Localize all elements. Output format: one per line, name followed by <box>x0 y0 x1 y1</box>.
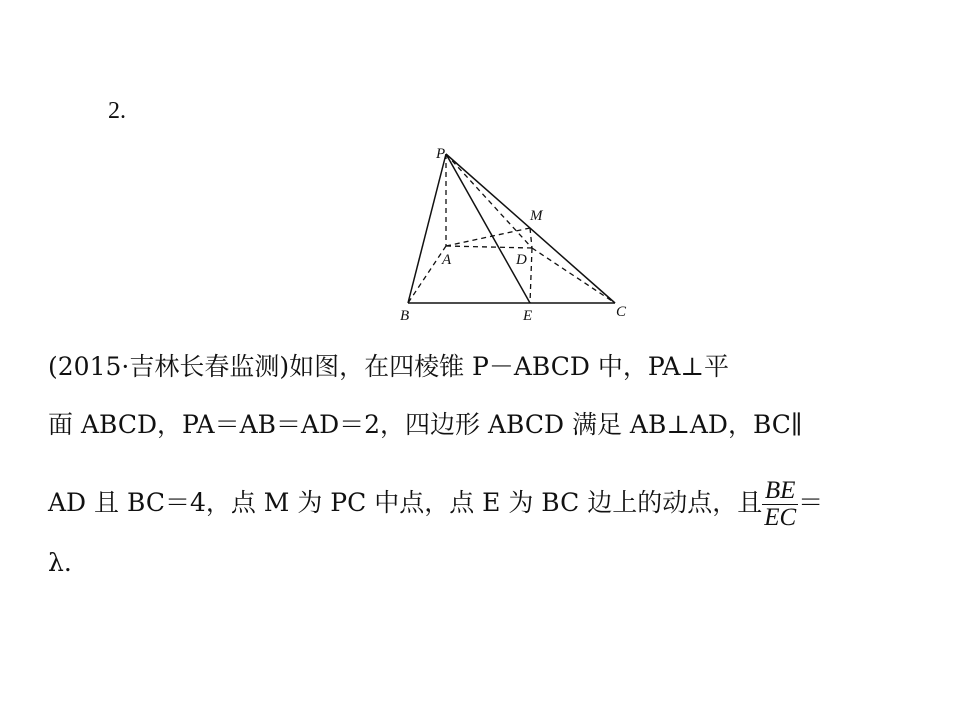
label-d: D <box>516 252 527 268</box>
pyramid-figure <box>390 140 650 330</box>
edge-pe <box>446 154 530 303</box>
fraction-denominator: EC <box>764 504 797 531</box>
equals-sign: ＝ <box>798 488 824 517</box>
edge-am <box>446 228 530 246</box>
edge-ab <box>408 246 446 303</box>
edge-pb <box>408 154 446 303</box>
label-b: B <box>400 308 410 324</box>
edge-de <box>530 248 532 303</box>
problem-text-line-4: λ. <box>48 548 72 577</box>
label-m: M <box>530 208 543 224</box>
label-a: A <box>442 252 452 268</box>
fraction-be-over-ec <box>762 478 798 531</box>
label-p: P <box>436 146 446 162</box>
problem-text-line-1: (2015·吉林长春监测)如图，在四棱锥 P－ABCD 中，PA⊥平 <box>48 352 729 381</box>
edge-dc <box>532 248 615 303</box>
problem-text-line-3 <box>48 478 928 531</box>
problem-number: 2. <box>108 98 126 124</box>
line-3-text: AD 且 BC＝4，点 M 为 PC 中点，点 E 为 BC 边上的动点，且 <box>48 488 763 517</box>
edge-pd <box>446 154 532 248</box>
label-c: C <box>616 304 627 320</box>
edge-ad <box>446 246 532 248</box>
label-e: E <box>523 308 533 324</box>
problem-text-line-2: 面 ABCD，PA＝AB＝AD＝2，四边形 ABCD 满足 AB⊥AD，BC∥ <box>48 410 803 439</box>
fraction-numerator: BE <box>764 477 796 504</box>
edge-md <box>530 228 532 248</box>
